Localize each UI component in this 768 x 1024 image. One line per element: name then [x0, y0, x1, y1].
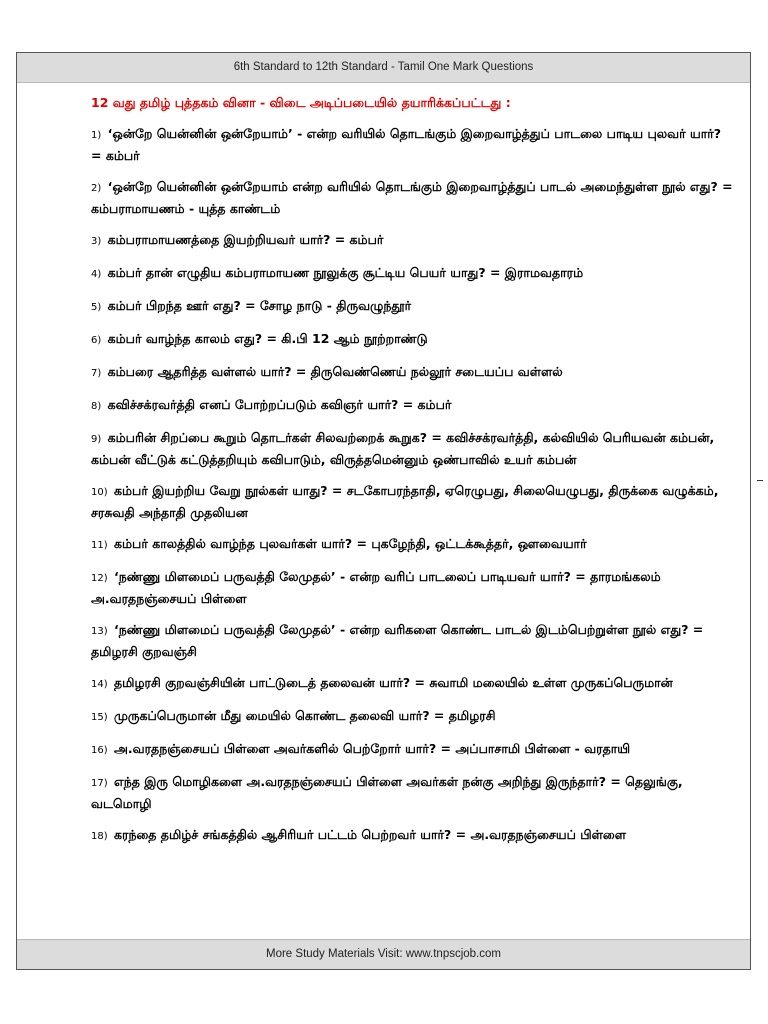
question-number: 9) [91, 434, 102, 445]
question-item [91, 230, 734, 252]
question-number: 7) [91, 368, 102, 379]
question-item [91, 673, 734, 695]
question-item [91, 428, 734, 470]
question-text: கம்பர் தான் எழுதிய கம்பராமாயண நூலுக்கு சூட்டிய பெயர் யாது? = இராமவதாரம் [107, 265, 584, 280]
question-list [17, 83, 750, 847]
question-number: 13) [91, 626, 108, 637]
question-text: கம்பரை ஆதரித்த வள்ளல் யார்? = திருவெண்ணெய் நல்லூர் சடையப்ப வள்ளல் [107, 364, 563, 379]
question-text: கவிச்சக்ரவர்த்தி எனப் போற்றப்படும் கவிஞர் யார்? = கம்பர் [107, 397, 452, 412]
question-text: ‘நண்ணு மிளமைப் பருவத்தி லேமுதல்’ - என்ற வரிப் பாடலைப் பாடியவர் யார்? = தாரமங்கலம் அ.வரதநஞ்சையப் பிள்ளை [91, 569, 661, 606]
question-item [91, 481, 734, 523]
question-number: 3) [91, 236, 102, 247]
question-number: 12) [91, 573, 108, 584]
document-page [16, 52, 751, 970]
question-text: ‘ஒன்றே யென்னின் ஒன்றேயாம் என்ற வரியில் தொடங்கும் இறைவாழ்த்துப் பாடல் அமைந்துள்ள நூல் எது? = கம்பராமாயணம் - யுத்த காண்டம் [91, 179, 733, 216]
question-text: கம்பரின் சிறப்பை கூறும் தொடர்கள் சிலவற்றைக் கூறுக? = கவிச்சக்ரவர்த்தி, கல்வியில் பெரியவன் கம்பன், கம்பன் வீட்டுக் கட்டுத்தறியும் கவிபாடும், விருத்தமென்னும் ஒண்பாவில் உயர் கம்பன் [91, 430, 715, 467]
question-item [91, 739, 734, 761]
question-item [91, 124, 734, 166]
question-item [91, 329, 734, 351]
question-number: 18) [91, 831, 108, 842]
question-number: 15) [91, 712, 108, 723]
question-number: 4) [91, 269, 102, 280]
question-number: 14) [91, 679, 108, 690]
question-item [91, 263, 734, 285]
question-item [91, 620, 734, 662]
question-text: ‘ஒன்றே யென்னின் ஒன்றேயாம்’ - என்ற வரியில் தொடங்கும் இறைவாழ்த்துப் பாடலை பாடிய புலவர் யார்? = கம்பர் [91, 126, 722, 163]
question-number: 16) [91, 745, 108, 756]
page-footer [17, 939, 750, 969]
question-text: கரந்தை தமிழ்ச் சங்கத்தில் ஆசிரியர் பட்டம் பெற்றவர் யார்? = அ.வரதநஞ்சையப் பிள்ளை [114, 827, 627, 842]
question-number: 5) [91, 302, 102, 313]
question-item [91, 534, 734, 556]
question-text: கம்பர் வாழ்ந்த காலம் எது? = கி.பி 12 ஆம் நூற்றாண்டு [107, 331, 428, 346]
question-text: கம்பர் காலத்தில் வாழ்ந்த புலவர்கள் யார்? = புகழேந்தி, ஒட்டக்கூத்தர், ஔவையார் [114, 536, 587, 551]
question-item [91, 395, 734, 417]
question-text: அ.வரதநஞ்சையப் பிள்ளை அவர்களில் பெற்றோர் யார்? = அப்பாசாமி பிள்ளை - வரதாயி [114, 741, 631, 756]
question-text: கம்பராமாயணத்தை இயற்றியவர் யார்? = கம்பர் [107, 232, 384, 247]
question-text: கம்பர் பிறந்த ஊர் எது? = சோழ நாடு - திருவழுந்தூர் [107, 298, 412, 313]
page-header: 6th Standard to 12th Standard - Tamil One Mark Questions [17, 53, 750, 83]
question-item [91, 706, 734, 728]
question-text: எந்த இரு மொழிகளை அ.வரதநஞ்சையப் பிள்ளை அவர்கள் நன்கு அறிந்து இருந்தார்? = தெலுங்கு, வடமொழி [91, 774, 683, 811]
question-item [91, 825, 734, 847]
question-number: 10) [91, 487, 108, 498]
margin-mark [757, 480, 763, 481]
intro-heading: 12 வது தமிழ் புத்தகம் வினா - விடை அடிப்படையில் தயாரிக்கப்பட்டது : [91, 95, 511, 110]
question-item [91, 362, 734, 384]
footer-link[interactable]: More Study Materials Visit: www.tnpscjob.com [266, 948, 501, 960]
question-number: 6) [91, 335, 102, 346]
question-number: 11) [91, 540, 108, 551]
question-item [91, 567, 734, 609]
question-item [91, 296, 734, 318]
question-text: கம்பர் இயற்றிய வேறு நூல்கள் யாது? = சடகோபரந்தாதி, ஏரெழுபது, சிலையெழுபது, திருக்கை வழுக்கம், சரசுவதி அந்தாதி முதலியன [91, 483, 719, 520]
question-number: 1) [91, 130, 102, 141]
question-item [91, 177, 734, 219]
question-text: முருகப்பெருமான் மீது மையில் கொண்ட தலைவி யார்? = தமிழரசி [114, 708, 496, 723]
question-text: தமிழரசி குறவஞ்சியின் பாட்டுடைத் தலைவன் யார்? = சுவாமி மலையில் உள்ள முருகப்பெருமான் [114, 675, 673, 690]
question-number: 17) [91, 778, 108, 789]
question-number: 8) [91, 401, 102, 412]
question-item [91, 772, 734, 814]
question-text: ‘நண்ணு மிளமைப் பருவத்தி லேமுதல்’ - என்ற வரிகளை கொண்ட பாடல் இடம்பெற்றுள்ள நூல் எது? = தமிழரசி குறவஞ்சி [91, 622, 704, 659]
question-number: 2) [91, 183, 102, 194]
